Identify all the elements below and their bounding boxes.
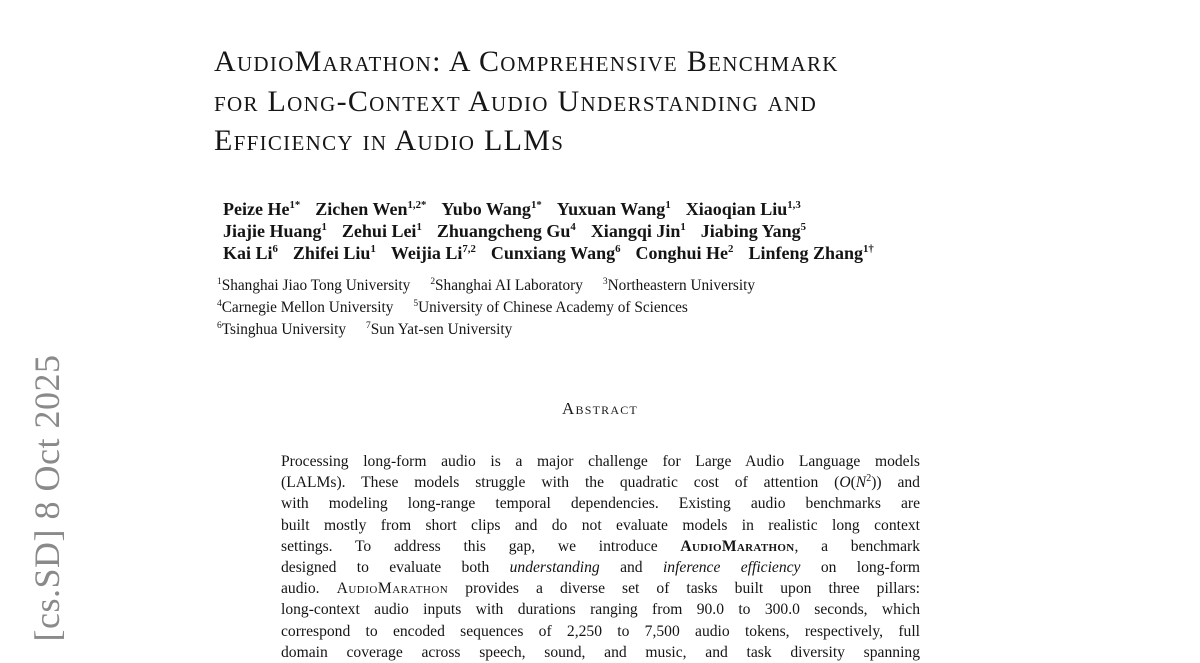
author-name: Jiabing Yang xyxy=(700,221,801,241)
text-segment: long-context audio inputs with durations ranging from 90.0 to 300.0 seconds, which xyxy=(281,601,920,619)
author xyxy=(636,243,734,263)
author xyxy=(686,199,801,219)
abstract-line xyxy=(281,451,920,472)
abstract-line xyxy=(281,472,920,493)
author-name: Yubo Wang xyxy=(441,199,531,219)
author-name: Zichen Wen xyxy=(315,199,408,219)
text-segment: Processing long-form audio is a major challenge for Large Audio Language models xyxy=(281,453,920,470)
title-line: Efficiency in Audio LLMs xyxy=(214,124,565,157)
affiliation-superscript: 4 xyxy=(217,298,222,309)
affiliation xyxy=(413,299,687,316)
affiliation xyxy=(366,321,512,338)
affiliation-row xyxy=(217,319,775,341)
affiliation-name: Northeastern University xyxy=(607,277,756,294)
author-name: Jiajie Huang xyxy=(223,221,322,241)
text-segment: provides a diverse set of tasks built upon three pillars: xyxy=(448,580,920,598)
author xyxy=(437,221,576,241)
affiliation-name: Tsinghua University xyxy=(221,321,346,338)
author xyxy=(293,243,376,263)
text-segment: domain coverage across speech, sound, and music, and task diversity spanning xyxy=(281,643,920,661)
author-superscript: 1 xyxy=(665,199,671,211)
affiliation-superscript: 2 xyxy=(430,276,436,287)
affiliation-name: Shanghai Jiao Tong University xyxy=(221,277,411,294)
author-name: Peize He xyxy=(223,199,290,219)
text-segment: , a benchmark xyxy=(794,537,920,555)
author-superscript: 1 xyxy=(321,221,327,233)
text-segment: correspond to encoded sequences of 2,250 to 7,500 audio tokens, respectively, full xyxy=(281,622,920,640)
author-name: Zhuangcheng Gu xyxy=(436,221,571,241)
author xyxy=(491,243,621,263)
text-segment: AudioMarathon xyxy=(680,537,795,555)
text-segment: and xyxy=(599,559,663,577)
text-segment: on long-form xyxy=(800,559,920,577)
title-line: AudioMarathon: A Comprehensive Benchmark xyxy=(214,45,839,78)
text-segment: settings. To address this gap, we introduce xyxy=(281,537,681,555)
author-name: Xiangqi Jin xyxy=(590,221,681,241)
text-segment: ( xyxy=(850,474,856,492)
abstract-line xyxy=(281,515,920,536)
affiliation-superscript: 7 xyxy=(366,320,371,331)
text-segment: with modeling long-range temporal dependencies. Existing audio benchmarks are xyxy=(281,495,920,513)
paper-title xyxy=(214,42,839,161)
abstract-heading: Abstract xyxy=(562,399,638,418)
title-line: for Long-Context Audio Understanding and xyxy=(214,84,818,118)
author-superscript: 1* xyxy=(289,199,301,211)
affiliation-superscript: 1 xyxy=(217,276,222,287)
text-segment: inference efficiency xyxy=(662,559,801,577)
author xyxy=(701,221,806,241)
author-superscript: 1 xyxy=(416,221,422,233)
author-name: Conghui He xyxy=(635,243,729,263)
author-row xyxy=(223,220,889,242)
text-segment: O xyxy=(839,474,851,492)
author xyxy=(223,199,300,219)
author-name: Zhifei Liu xyxy=(292,243,371,263)
author-superscript: 1 xyxy=(680,221,686,233)
author-block xyxy=(223,198,889,264)
author-name: Weijia Li xyxy=(390,243,463,263)
author-name: Yuxuan Wang xyxy=(556,199,666,219)
affiliation xyxy=(430,277,583,294)
author-superscript: 1† xyxy=(862,243,874,255)
author xyxy=(391,243,476,263)
author-name: Cunxiang Wang xyxy=(490,243,616,263)
affiliation xyxy=(217,277,410,294)
affiliation-name: University of Chinese Academy of Sciences xyxy=(418,299,688,316)
author xyxy=(557,199,671,219)
author-superscript: 6 xyxy=(272,243,278,255)
author xyxy=(748,243,873,263)
abstract-line xyxy=(281,621,920,642)
author xyxy=(342,221,422,241)
author xyxy=(591,221,686,241)
abstract-body xyxy=(281,451,920,663)
author xyxy=(223,243,278,263)
affiliation-name: Sun Yat-sen University xyxy=(370,321,513,338)
author-superscript: 2 xyxy=(728,243,734,255)
abstract-line xyxy=(281,536,920,557)
affiliation-superscript: 5 xyxy=(413,298,419,309)
author-name: Kai Li xyxy=(223,243,273,263)
affiliation xyxy=(217,299,393,316)
text-segment: designed to evaluate both xyxy=(281,559,510,577)
affiliation xyxy=(217,321,346,338)
text-segment: 2 xyxy=(866,473,872,485)
author xyxy=(223,221,327,241)
affiliation-row xyxy=(217,275,775,297)
text-segment: audio. xyxy=(281,580,337,598)
affiliation-row xyxy=(217,297,775,319)
affiliation-name: Shanghai AI Laboratory xyxy=(435,277,583,294)
author-row xyxy=(223,242,889,264)
text-segment: understanding xyxy=(509,559,600,577)
author-superscript: 1,3 xyxy=(787,199,801,211)
author-name: Linfeng Zhang xyxy=(748,243,863,263)
author-superscript: 5 xyxy=(800,221,807,233)
text-segment: N xyxy=(855,474,867,492)
author-superscript: 1* xyxy=(530,199,542,211)
abstract-line xyxy=(281,493,920,514)
author-superscript: 6 xyxy=(615,243,621,255)
text-segment: (LALMs). These models struggle with the quadratic cost of attention ( xyxy=(281,474,840,492)
author xyxy=(441,199,541,219)
text-segment: AudioMarathon xyxy=(336,580,449,598)
abstract-line xyxy=(281,578,920,599)
text-segment: )) and xyxy=(871,474,920,492)
author-name: Zehui Lei xyxy=(341,221,417,241)
author-superscript: 4 xyxy=(570,221,576,233)
arxiv-stamp: [cs.SD] 8 Oct 2025 xyxy=(27,354,67,642)
abstract-line xyxy=(281,599,920,620)
affiliation-block xyxy=(217,275,775,341)
abstract-line xyxy=(281,557,920,578)
abstract-line xyxy=(281,642,920,663)
text-segment: built mostly from short clips and do not evaluate models in realistic long context xyxy=(281,516,920,534)
author-row xyxy=(223,198,889,220)
author xyxy=(315,199,426,219)
affiliation xyxy=(603,277,755,294)
author-superscript: 7,2 xyxy=(462,243,476,255)
author-superscript: 1 xyxy=(370,243,376,255)
author-superscript: 1,2* xyxy=(407,199,427,211)
affiliation-superscript: 3 xyxy=(602,276,608,287)
author-name: Xiaoqian Liu xyxy=(685,199,788,219)
affiliation-name: Carnegie Mellon University xyxy=(221,299,394,316)
affiliation-superscript: 6 xyxy=(217,320,222,331)
